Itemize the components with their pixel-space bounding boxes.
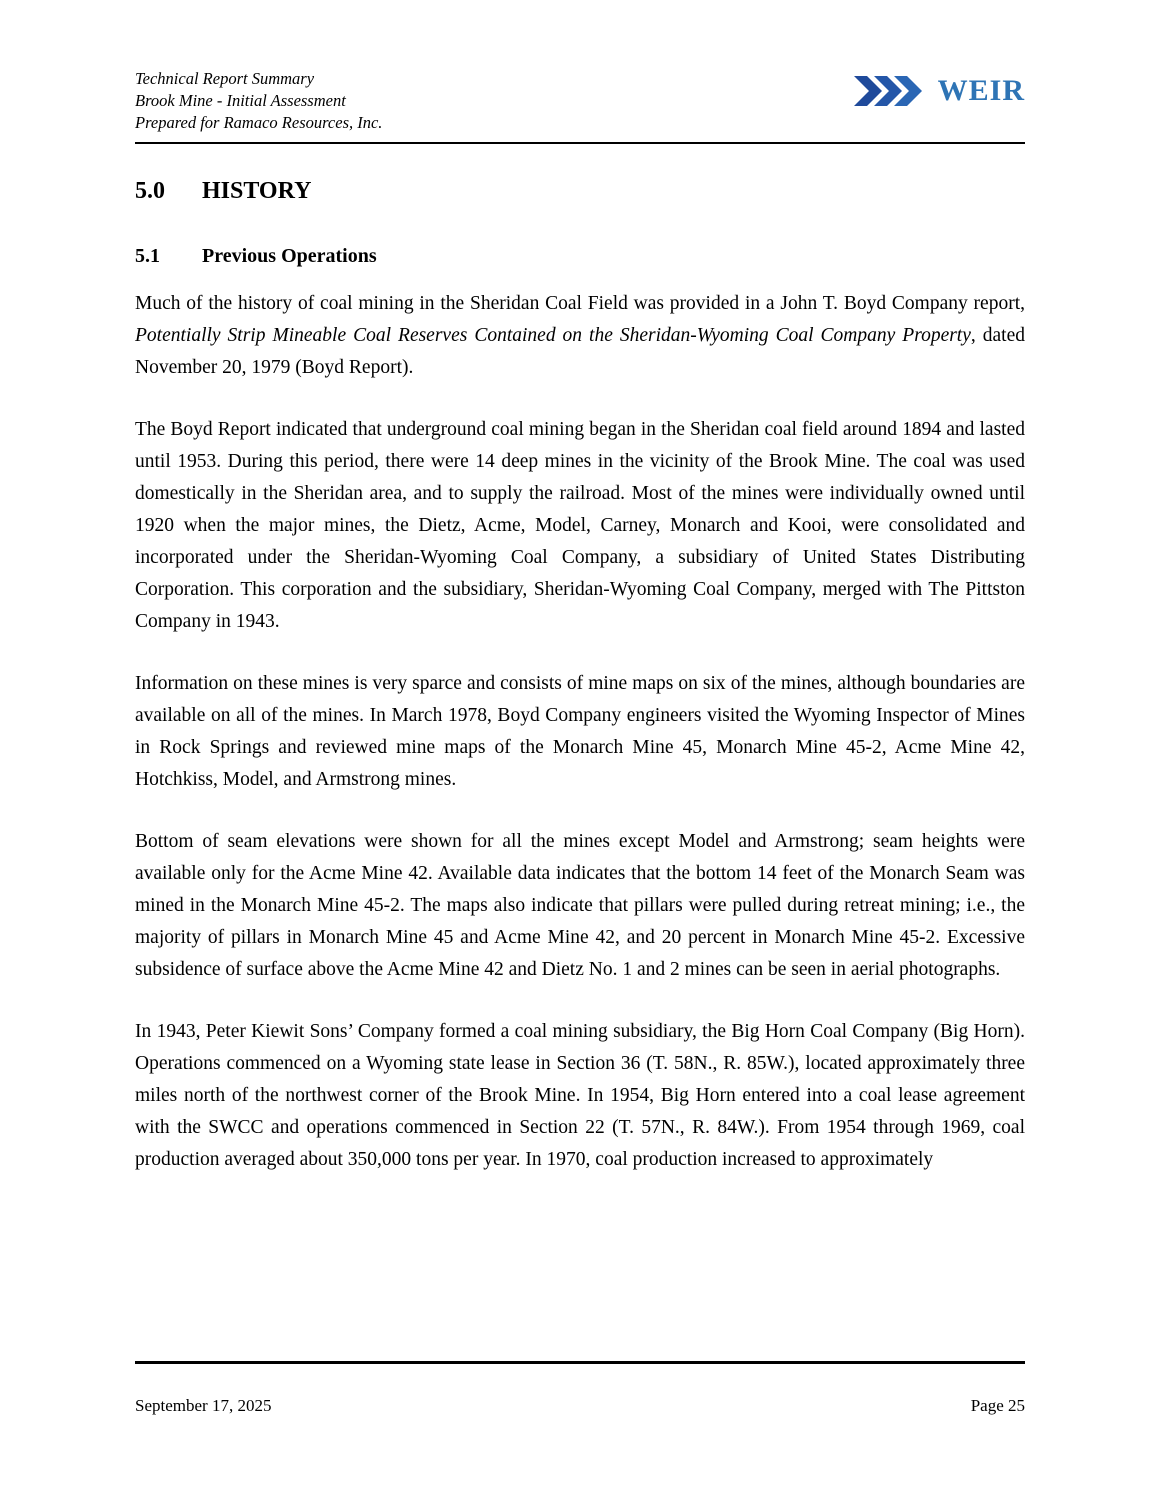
subsection-title-text: Previous Operations — [202, 245, 377, 267]
header-line-prepared-for: Prepared for Ramaco Resources, Inc. — [135, 113, 383, 132]
section-number: 5.0 — [135, 178, 165, 204]
paragraph-3: Information on these mines is very sparce and consists of mine maps on six of the mines, although boundaries are available on all of the mines. In March 1978, Boyd Company engineers visited the Wyoming Inspector of Mines in Rock Springs and reviewed mine maps of the Monarch Mine 45, Monarch Mine 45-2, Acme Mine 42, Hotchkiss, Model, and Armstrong mines. — [135, 673, 1025, 790]
paragraph-2: The Boyd Report indicated that underground coal mining began in the Sheridan coal field around 1894 and lasted until 1953. During this period, there were 14 deep mines in the vicinity of the Brook Mine. The coal was used domestically in the Sheridan area, and to supply the railroad. Most of the mines were individually owned until 1920 when the major mines, the Dietz, Acme, Model, Carney, Monarch and Kooi, were consolidated and incorporated under the Sheridan-Wyoming Coal Company, a subsidiary of United States Distributing Corporation. This corporation and the subsidiary, Sheridan-Wyoming Coal Company, merged with The Pittston Company in 1943. — [135, 419, 1025, 632]
section-title-text: HISTORY — [202, 178, 312, 204]
section-title-5-0 — [135, 178, 1025, 205]
header-line-project: Brook Mine - Initial Assessment — [135, 91, 346, 110]
paragraph-1-post: , dated November 20, 1979 (Boyd Report). — [135, 325, 1025, 378]
report-header — [135, 0, 1025, 144]
footer-page-number: Page 25 — [970, 1396, 1025, 1415]
paragraph-1-report-title: Potentially Strip Mineable Coal Reserves Contained on the Sheridan-Wyoming Coal Company Property — [135, 325, 971, 346]
paragraph-1 — [135, 288, 1025, 384]
subsection-number: 5.1 — [135, 245, 160, 267]
paragraph-1-pre: Much of the history of coal mining in the Sheridan Coal Field was provided in a John T. Boyd Company report, — [135, 293, 1025, 314]
page-footer — [135, 1396, 1025, 1416]
chevrons-icon — [854, 74, 932, 108]
header-line-report-title: Technical Report Summary — [135, 69, 315, 88]
paragraph-4: Bottom of seam elevations were shown for all the mines except Model and Armstrong; seam heights were available only for the Acme Mine 42. Available data indicates that the bottom 14 feet of the Monarch Seam was mined in the Monarch Mine 45-2. The maps also indicate that pillars were pulled during retreat mining; i.e., the majority of pillars in Monarch Mine 45 and Acme Mine 42, and 20 percent in Monarch Mine 45-2. Excessive subsidence of surface above the Acme Mine 42 and Dietz No. 1 and 2 mines can be seen in aerial photographs. — [135, 831, 1025, 980]
subsection-title-5-1 — [135, 245, 1025, 268]
footer-date: September 17, 2025 — [135, 1396, 272, 1415]
logo-text: WEIR — [937, 74, 1025, 107]
paragraph-5: In 1943, Peter Kiewit Sons’ Company formed a coal mining subsidiary, the Big Horn Coal Company (Big Horn). Operations commenced on a Wyoming state lease in Section 36 (T. 58N., R. 85W.), located approximately three miles north of the northwest corner of the Brook Mine. In 1954, Big Horn entered into a coal lease agreement with the SWCC and operations commenced in Section 22 (T. 57N., R. 84W.). From 1954 through 1969, coal production averaged about 350,000 tons per year. In 1970, coal production increased to approximately — [135, 1021, 1025, 1170]
weir-logo — [854, 74, 1025, 108]
footer-rule — [135, 1361, 1025, 1364]
body-text — [135, 288, 1025, 1176]
